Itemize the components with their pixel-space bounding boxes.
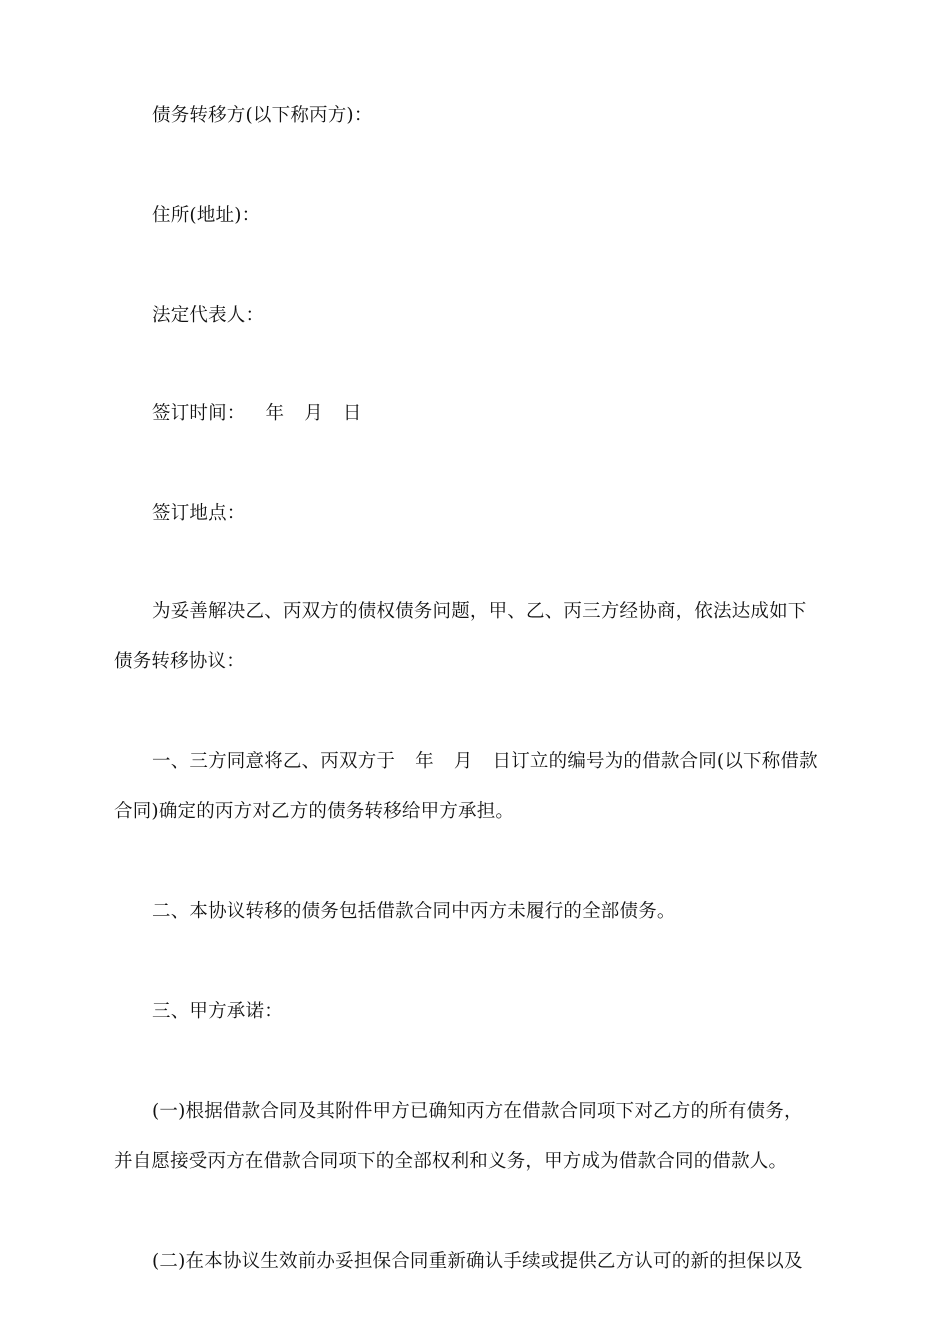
sub-clause-1-line-2: 并自愿接受丙方在借款合同项下的全部权利和义务，甲方成为借款合同的借款人。 xyxy=(114,1151,788,1172)
legal-rep-label: 法定代表人： xyxy=(152,305,265,326)
intro-line-1: 为妥善解决乙、丙双方的债权债务问题，甲、乙、丙三方经协商，依法达成如下 xyxy=(152,601,807,622)
clause-2: 二、本协议转移的债务包括借款合同中丙方未履行的全部债务。 xyxy=(152,901,676,922)
clause-1-month: 月 xyxy=(453,751,473,772)
sub-clause-1-line-1: (一)根据借款合同及其附件甲方已确知丙方在借款合同项下对乙方的所有债务， xyxy=(152,1101,803,1122)
clause-3: 三、甲方承诺： xyxy=(152,1001,283,1022)
clause-1-rest: 日订立的编号为的借款合同(以下称借款 xyxy=(492,751,818,772)
sub-clause-2-line-1: (二)在本协议生效前办妥担保合同重新确认手续或提供乙方认可的新的担保以及 xyxy=(152,1251,803,1272)
sub-clause-2 xyxy=(114,1248,839,1276)
sign-time-year: 年 xyxy=(265,403,285,424)
sign-time-line xyxy=(114,400,839,428)
clause-1-year: 年 xyxy=(415,751,434,772)
intro-paragraph xyxy=(114,598,839,676)
party-c-label: 债务转移方(以下称丙方)： xyxy=(152,105,373,126)
clause-1 xyxy=(114,748,839,826)
sign-place-label: 签订地点： xyxy=(152,503,246,524)
sub-clause-1 xyxy=(114,1098,839,1176)
sign-time-label: 签订时间： xyxy=(152,403,246,424)
sign-time-day: 日 xyxy=(342,403,362,424)
clause-1-line-2: 合同)确定的丙方对乙方的债务转移给甲方承担。 xyxy=(114,801,515,822)
clause-1-prefix: 一、三方同意将乙、丙双方于 xyxy=(152,751,396,772)
sign-time-month: 月 xyxy=(304,403,323,424)
address-label: 住所(地址)： xyxy=(152,205,261,226)
intro-line-2: 债务转移协议： xyxy=(114,651,245,672)
